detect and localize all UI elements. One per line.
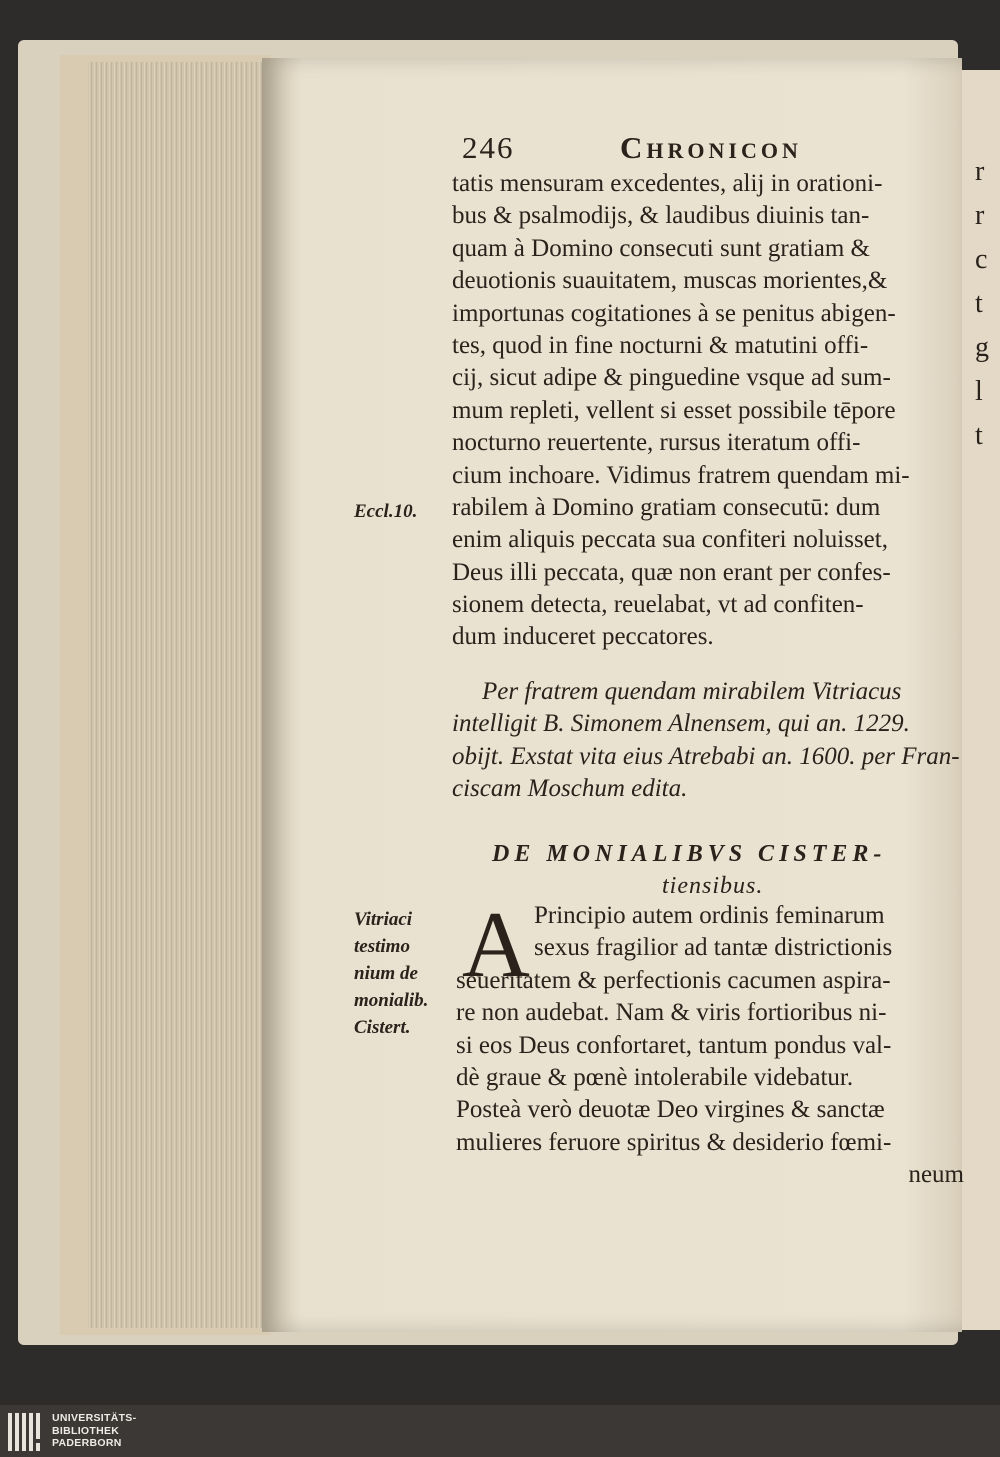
text-line: deuotionis suauitatem, muscas morientes,& [452,267,888,295]
text-line: nocturno reuertente, rursus iteratum offi- [452,429,861,457]
text-line: dè graue & pœnè intolerabile videbatur. [456,1063,854,1091]
text-line: intelligit B. Simonem Alnensem, qui an. 1229. [452,710,910,738]
library-name-line: UNIVERSITÄTS- [52,1412,137,1424]
text-line: importunas cogitationes à se penitus abigen- [452,299,896,327]
heading-line: DE MONIALIBVS CISTER- [492,841,887,867]
page-number: 246 [462,130,515,165]
library-name-line: PADERBORN [52,1437,122,1449]
text-line: si eos Deus confortaret, tantum pondus val- [456,1031,892,1059]
body-paragraph-2 [456,893,964,1192]
margin-note-eccl: Eccl.10. [354,501,418,522]
library-footer [0,1405,1000,1457]
running-title: Chronicon [620,130,802,165]
catchword: neum [908,1161,964,1189]
text-line: Deus illi peccata, quæ non erant per confes- [452,558,891,586]
edge-glyph: r [975,200,985,231]
facing-page-glyphs [975,150,1000,458]
text-line: dum induceret peccatores. [452,623,714,651]
edge-glyph: t [975,420,983,451]
margin-note-vitriaci [354,906,444,1041]
text-line: quam à Domino consecuti sunt gratiam & [452,234,870,262]
text-line: re non audebat. Nam & viris fortioribus ni- [456,999,887,1027]
text-line: cij, sicut adipe & pinguedine vsque ad sum- [452,364,891,392]
text-line: bus & psalmodijs, & laudibus diuinis tan- [452,202,870,230]
body-paragraph-1 [452,168,960,654]
margin-note-line: nium de [354,963,418,984]
edge-glyph: t [975,288,983,319]
page-edges [88,62,268,1328]
edge-glyph: r [975,156,985,187]
drop-cap: A [462,893,530,997]
text-line: sionem detecta, reuelabat, vt ad confiten- [452,591,864,619]
text-line: mulieres feruore spiritus & desiderio fœmi- [456,1128,892,1156]
text-line: obijt. Exstat vita eius Atrebabi an. 1600. per Fran- [452,742,960,770]
text-line: mum repleti, vellent si esset possibile tēpore [452,396,896,424]
text-line: seueritatem & perfectionis cacumen aspira- [456,966,891,994]
text-line: ciscam Moschum edita. [452,775,688,803]
text-line: tes, quod in fine nocturni & matutini offi- [452,331,869,359]
commentary-paragraph [452,676,960,806]
text-line: enim aliquis peccata sua confiteri noluisset, [452,526,888,554]
text-line: sexus fragilior ad tantæ districtionis [534,934,893,962]
text-line: rabilem à Domino gratiam consecutū: dum [452,493,881,521]
edge-glyph: l [975,376,983,407]
heading-line: tiensibus. [662,873,764,899]
margin-note-line: Vitriaci [354,909,413,930]
margin-note-line: monialib. [354,990,429,1011]
library-name-line: BIBLIOTHEK [52,1424,120,1437]
section-heading [492,838,962,902]
page-header [462,130,882,170]
edge-glyph: c [975,244,988,275]
library-name [52,1412,136,1450]
edge-glyph: g [975,332,989,363]
text-line: Principio autem ordinis feminarum [534,902,885,929]
text-line: tatis mensuram excedentes, alij in orationi- [452,170,883,197]
margin-note-line: testimo [354,936,410,957]
text-line: Posteà verò deuotæ Deo virgines & sanctæ [456,1096,885,1124]
text-line: cium inchoare. Vidimus fratrem quendam mi- [452,461,910,489]
library-logo-icon [8,1413,44,1451]
text-line: Per fratrem quendam mirabilem Vitriacus [482,678,902,705]
margin-note-line: Cistert. [354,1017,411,1038]
